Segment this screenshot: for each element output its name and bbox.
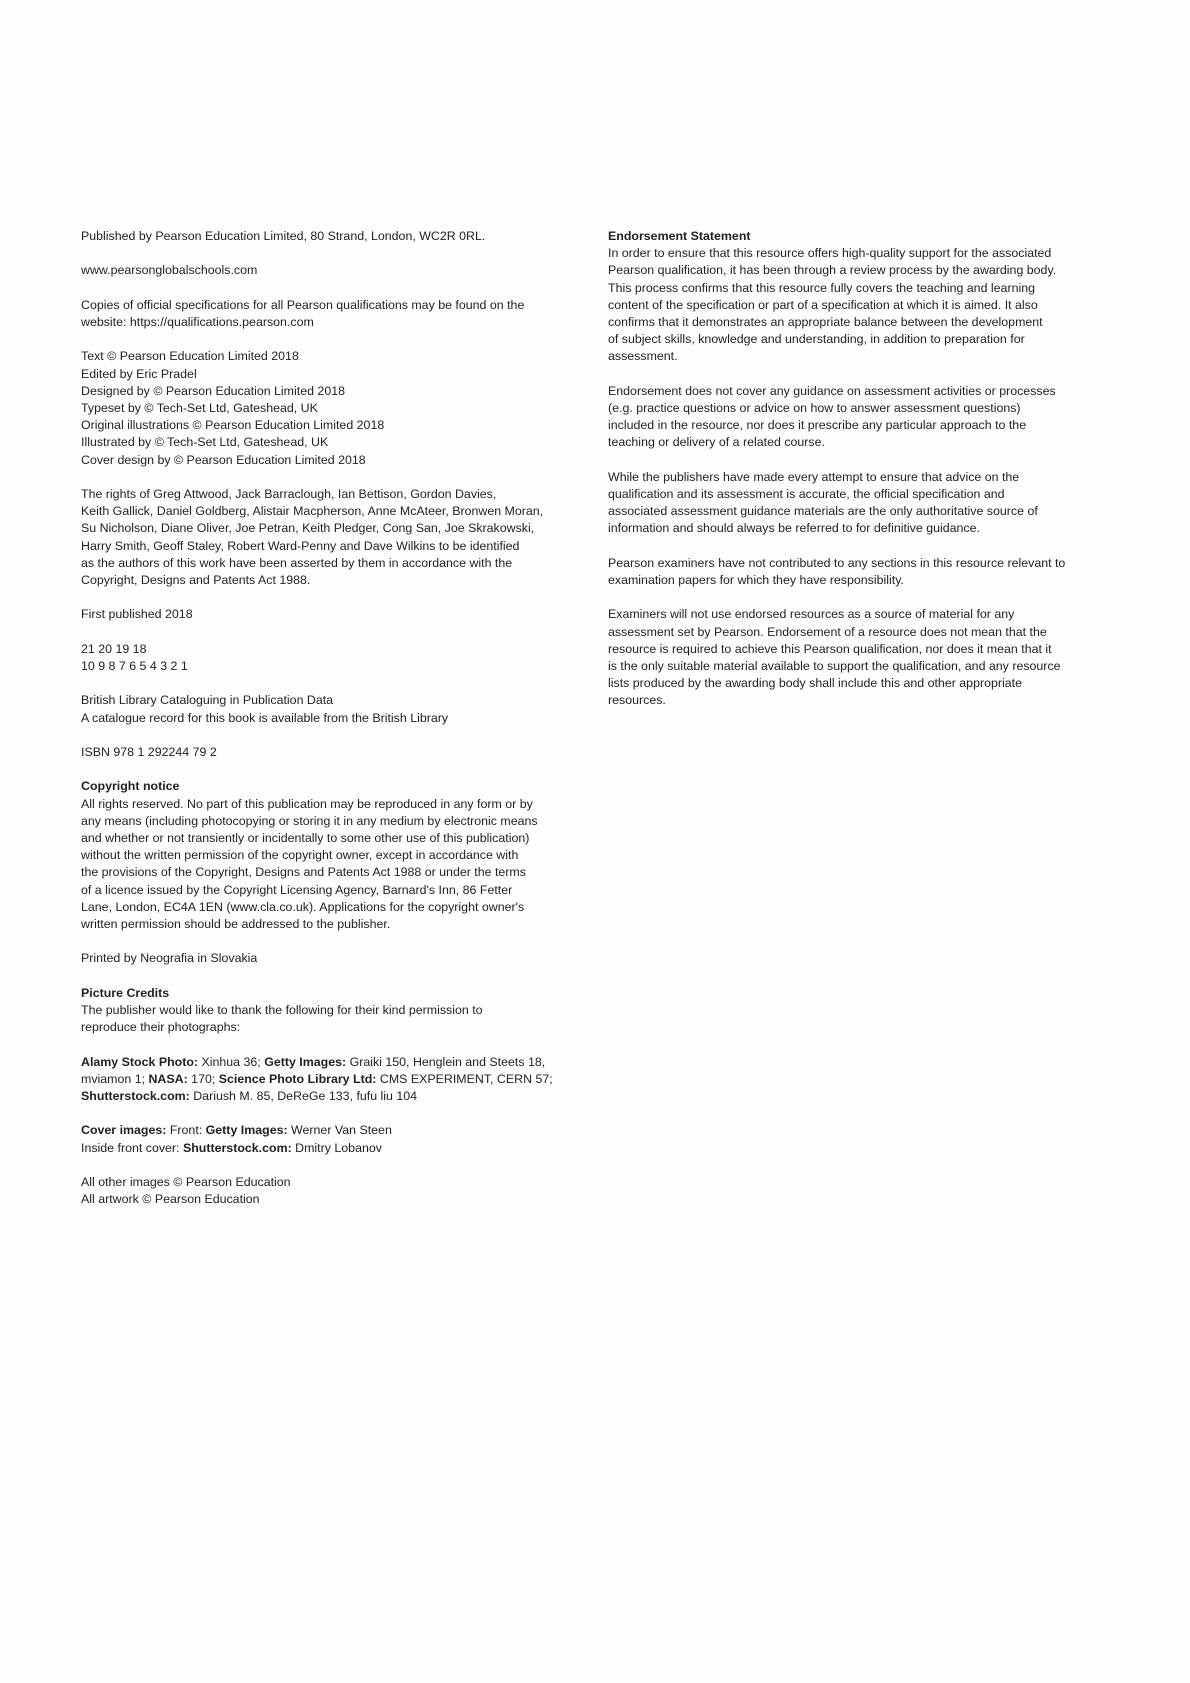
endorsement-line: resource is required to achieve this Pearson qualification, nor does it mean that it	[608, 641, 1052, 656]
picture-credits	[81, 985, 593, 1037]
endorsement-line: confirms that it demonstrates an appropriate balance between the development	[608, 315, 1043, 330]
shutterstock-label: Shutterstock.com:	[81, 1088, 190, 1103]
endorsement-line: Pearson examiners have not contributed to any sections in this resource relevant to	[608, 555, 1066, 570]
right-column	[608, 228, 1108, 727]
endorsement-paragraph-5	[608, 606, 1108, 709]
credit-line: Designed by © Pearson Education Limited 2018	[81, 383, 345, 398]
endorsement-line: qualification and its assessment is accurate, the official specification and	[608, 487, 1005, 502]
picture-credits-intro-line: reproduce their photographs:	[81, 1020, 241, 1035]
cover-images-label: Cover images:	[81, 1123, 167, 1138]
endorsement-line: (e.g. practice questions or advice on how to answer assessment questions)	[608, 401, 1021, 416]
cip-line: British Library Cataloguing in Publication Data	[81, 693, 334, 708]
cover-images	[81, 1122, 593, 1156]
credit-line: Edited by Eric Pradel	[81, 366, 197, 381]
photo-credits-line-2	[81, 1071, 593, 1088]
endorsement-line: Pearson qualification, it has been through a review process by the awarding body.	[608, 263, 1057, 278]
printer-text: Printed by Neografia in Slovakia	[81, 951, 258, 966]
endorsement-line: is the only suitable material available to support the qualification, and any resource	[608, 659, 1061, 674]
endorsement-line: assessment set by Pearson. Endorsement of a resource does not mean that the	[608, 624, 1047, 639]
specifications-note	[81, 297, 593, 331]
endorsement-line: This process confirms that this resource fully covers the teaching and learning	[608, 280, 1035, 295]
endorsement-paragraph-2	[608, 383, 1108, 452]
spl-label: Science Photo Library Ltd:	[218, 1071, 377, 1086]
copyright-line: the provisions of the Copyright, Designs and Patents Act 1988 or under the terms	[81, 865, 526, 880]
other-images	[81, 1174, 593, 1208]
rights-line: Harry Smith, Geoff Staley, Robert Ward-Penny and Dave Wilkins to be identified	[81, 538, 520, 553]
endorsement-paragraph-3	[608, 469, 1108, 538]
copyright-line: written permission should be addressed to the publisher.	[81, 916, 391, 931]
copyright-heading: Copyright notice	[81, 779, 180, 794]
cover-getty-text: Werner Van Steen	[287, 1123, 392, 1138]
endorsement-line: resources.	[608, 693, 666, 708]
website-line	[81, 262, 593, 279]
picture-credits-heading: Picture Credits	[81, 985, 170, 1000]
print-line	[81, 641, 593, 675]
alamy-label: Alamy Stock Photo:	[81, 1054, 199, 1069]
credit-line: Typeset by © Tech-Set Ltd, Gateshead, UK	[81, 400, 318, 415]
rights-line: Keith Gallick, Daniel Goldberg, Alistair Macpherson, Anne McAteer, Bronwen Moran,	[81, 504, 544, 519]
endorsement-line: information and should always be referred to for definitive guidance.	[608, 521, 980, 536]
nasa-text: 170;	[187, 1071, 219, 1086]
rights-line: Su Nicholson, Diane Oliver, Joe Petran, Keith Pledger, Cong San, Joe Skrakowski,	[81, 521, 535, 536]
copyright-line: without the written permission of the copyright owner, except in accordance with	[81, 848, 519, 863]
photo-credits-line-1	[81, 1054, 593, 1071]
spl-text: CMS EXPERIMENT, CERN 57;	[376, 1071, 553, 1086]
endorsement-paragraph-1	[608, 228, 1108, 366]
endorsement-paragraph-4	[608, 555, 1108, 589]
authors-rights	[81, 486, 593, 589]
nasa-label: NASA:	[148, 1071, 188, 1086]
cover-shutterstock-text: Dmitry Lobanov	[291, 1140, 382, 1155]
copyright-line: and whether or not transiently or incidentally to some other use of this publication)	[81, 830, 530, 845]
left-column	[81, 228, 593, 1226]
endorsement-line: examination papers for which they have responsibility.	[608, 573, 904, 588]
cip-data	[81, 692, 593, 726]
print-run: 10 9 8 7 6 5 4 3 2 1	[81, 658, 188, 673]
publisher-text: Published by Pearson Education Limited, 80 Strand, London, WC2R 0RL.	[81, 229, 486, 243]
printer	[81, 950, 593, 967]
copyright-line: Lane, London, EC4A 1EN (www.cla.co.uk). Applications for the copyright owner's	[81, 899, 525, 914]
other-images-line: All other images © Pearson Education	[81, 1174, 291, 1189]
isbn	[81, 744, 593, 761]
endorsement-line: While the publishers have made every attempt to ensure that advice on the	[608, 469, 1020, 484]
isbn-text: ISBN 978 1 292244 79 2	[81, 744, 217, 759]
inside-cover-text: Inside front cover:	[81, 1140, 183, 1155]
rights-line: as the authors of this work have been asserted by them in accordance with the	[81, 555, 513, 570]
credit-line: Original illustrations © Pearson Education Limited 2018	[81, 418, 385, 433]
alamy-text: Xinhua 36;	[198, 1054, 265, 1069]
cover-images-line-1	[81, 1122, 593, 1139]
cover-front-text: Front:	[166, 1123, 206, 1138]
specifications-line: Copies of official specifications for all Pearson qualifications may be found on the	[81, 297, 525, 312]
getty-label: Getty Images:	[264, 1054, 347, 1069]
getty-text: Graiki 150, Henglein and Steets 18,	[346, 1054, 546, 1069]
first-published-text: First published 2018	[81, 607, 193, 622]
cover-images-line-2	[81, 1140, 593, 1157]
shutterstock-text: Dariush M. 85, DeReGe 133, fufu liu 104	[189, 1088, 418, 1103]
copyright-line: All rights reserved. No part of this publication may be reproduced in any form or by	[81, 796, 533, 811]
endorsement-line: included in the resource, nor does it prescribe any particular approach to the	[608, 418, 1027, 433]
cip-line: A catalogue record for this book is available from the British Library	[81, 710, 449, 725]
copyright-line: any means (including photocopying or storing it in any medium by electronic means	[81, 813, 538, 828]
picture-credits-intro-line: The publisher would like to thank the following for their kind permission to	[81, 1002, 483, 1017]
endorsement-line: In order to ensure that this resource offers high-quality support for the associated	[608, 246, 1052, 261]
production-credits	[81, 348, 593, 468]
cover-getty-label: Getty Images:	[205, 1123, 288, 1138]
credit-line: Text © Pearson Education Limited 2018	[81, 349, 299, 364]
endorsement-line: teaching or delivery of a related course.	[608, 435, 825, 450]
other-images-line: All artwork © Pearson Education	[81, 1192, 260, 1207]
endorsement-line: Examiners will not use endorsed resources as a source of material for any	[608, 607, 1015, 622]
copyright-notice	[81, 778, 593, 933]
endorsement-line: assessment.	[608, 349, 678, 364]
photo-credits-line-3	[81, 1088, 593, 1105]
rights-line: Copyright, Designs and Patents Act 1988.	[81, 573, 311, 587]
cover-shutterstock-label: Shutterstock.com:	[182, 1140, 292, 1155]
website-text: www.pearsonglobalschools.com	[81, 263, 258, 278]
rights-line: The rights of Greg Attwood, Jack Barraclough, Ian Bettison, Gordon Davies,	[81, 486, 497, 501]
publisher-line	[81, 228, 593, 245]
endorsement-heading: Endorsement Statement	[608, 229, 751, 243]
credit-line: Cover design by © Pearson Education Limited 2018	[81, 452, 366, 467]
endorsement-line: content of the specification or part of a specification at which it is aimed. It also	[608, 297, 1038, 312]
print-years: 21 20 19 18	[81, 641, 147, 656]
endorsement-line: lists produced by the awarding body shall include this and other appropriate	[608, 676, 1022, 691]
first-published	[81, 606, 593, 623]
photo-credits	[81, 1054, 593, 1106]
credit-line: Illustrated by © Tech-Set Ltd, Gateshead, UK	[81, 435, 329, 450]
copyright-line: of a licence issued by the Copyright Licensing Agency, Barnard's Inn, 86 Fetter	[81, 882, 513, 897]
endorsement-line: associated assessment guidance materials are the only authoritative source of	[608, 504, 1038, 519]
endorsement-line: of subject skills, knowledge and understanding, in addition to preparation for	[608, 332, 1025, 347]
specifications-line: website: https://qualifications.pearson.com	[81, 314, 314, 329]
mviamon-text: mviamon 1;	[81, 1071, 149, 1086]
endorsement-line: Endorsement does not cover any guidance on assessment activities or processes	[608, 383, 1056, 398]
